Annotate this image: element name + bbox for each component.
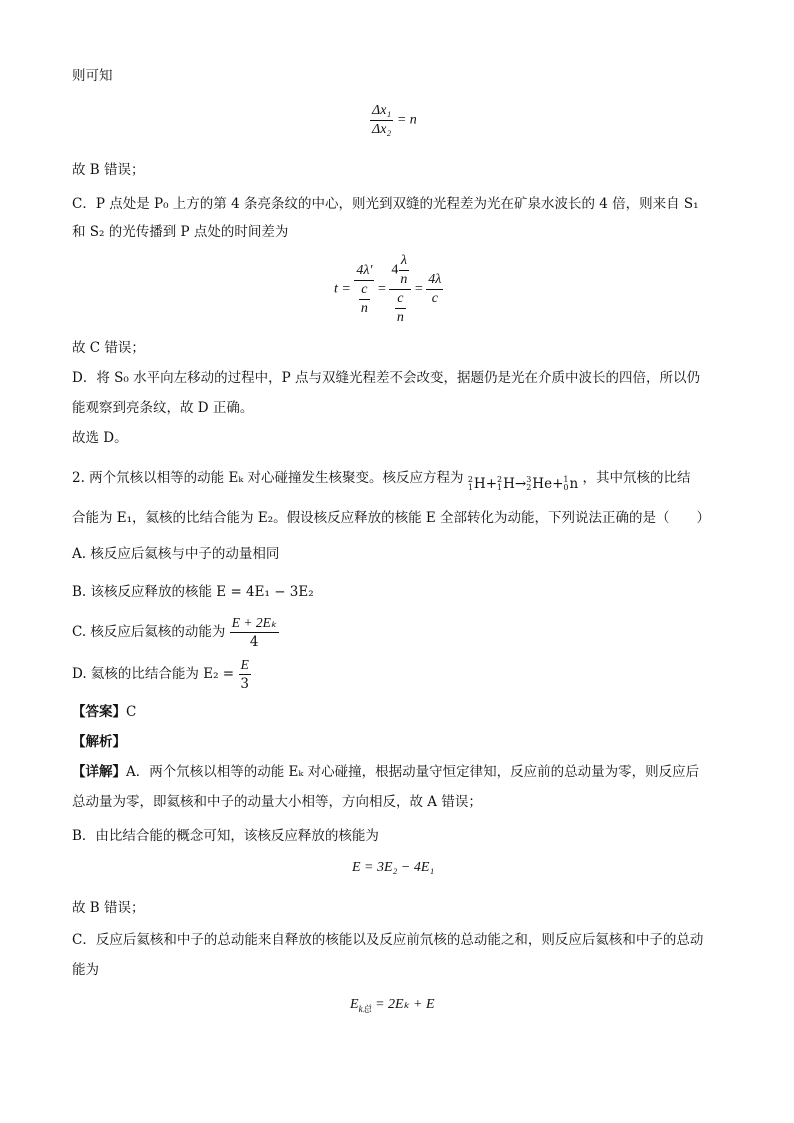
text-line: 能观察到亮条纹，故 D 正确。 bbox=[72, 400, 254, 416]
text-line: 【详解】A．两个氘核以相等的动能 Eₖ 对心碰撞，根据动量守恒定律知，反应前的总动量为零，则反应后 bbox=[72, 764, 700, 780]
nuclear-equation: 2 1 H + 2 1 H → 3 2 He + 1 0 n bbox=[467, 475, 579, 492]
text-line: 合能为 E₁，氦核的比结合能为 E₂。假设核反应释放的核能 E 全部转化为动能，下列说法正确的是（ ） bbox=[72, 510, 711, 526]
option-a: A. 核反应后氦核与中子的动量相同 bbox=[72, 546, 280, 562]
text-line: 故选 D。 bbox=[72, 430, 128, 446]
text-line: C．反应后氦核和中子的总动能来自释放的核能以及反应前氘核的总动能之和，则反应后氦核和中子的总动 bbox=[72, 932, 704, 948]
text-line: D．将 S₀ 水平向左移动的过程中，P 点与双缝光程差不会改变，据题仍是光在介质中波长的四倍，所以仍 bbox=[72, 370, 700, 386]
option-c: C. 核反应后氦核的动能为 $\frac{\text{E + 2Eₖ}}{4}$ bbox=[72, 615, 277, 650]
equation-nuclear-energy: E = 3E₂ − 4E₁ bbox=[352, 860, 435, 875]
analysis-tag: 【解析】 bbox=[72, 734, 126, 750]
question-2-stem: 2. 两个氘核以相等的动能 Eₖ 对心碰撞发生核聚变。核反应方程为 2 1 H + 2 1 H → 3 2 He + 1 0 n ，其中氘核的比结 bbox=[72, 470, 691, 492]
equation-total-kinetic: $E_{k总} = 2E_k + E$ bbox=[350, 997, 435, 1014]
text-line: 能为 bbox=[72, 962, 99, 978]
equation-time-difference: t = $\frac{4\lambda'}{\frac{c}{n}}$ = 4 $\frac{\lambda}{n}$ $\frac{c}{n}$ = $\frac{4\lambda}{c}$ bbox=[334, 253, 442, 325]
text-line: 故 B 错误； bbox=[72, 900, 145, 916]
equation-ratio bbox=[370, 102, 417, 139]
eq-numerator: Δx₁ bbox=[370, 102, 393, 121]
eq-rhs: = n bbox=[396, 112, 417, 128]
text-line: 总动量为零，即氦核和中子的动量大小相等，方向相反，故 A 错误； bbox=[72, 794, 482, 810]
answer-line: 【答案】C bbox=[72, 704, 137, 720]
text-line: B．由比结合能的概念可知，该核反应释放的核能为 bbox=[72, 828, 379, 844]
text-line: 故 C 错误； bbox=[72, 340, 145, 356]
text-line: C．P 点处是 P₀ 上方的第 4 条亮条纹的中心，则光到双缝的光程差为光在矿泉水波长的 4 倍，则来自 S₁ bbox=[72, 196, 699, 212]
option-d: D. 氦核的比结合能为 E₂ = $\frac{E}{3}$ bbox=[72, 657, 249, 692]
eq-denominator: Δx₂ bbox=[372, 122, 392, 137]
option-b: B. 该核反应释放的核能 E = 4E₁ − 3E₂ bbox=[72, 584, 314, 600]
text-line: 和 S₂ 的光传播到 P 点处的时间差为 bbox=[72, 224, 289, 240]
text-line: 故 B 错误； bbox=[72, 162, 145, 178]
text-line: 则可知 bbox=[72, 68, 113, 84]
